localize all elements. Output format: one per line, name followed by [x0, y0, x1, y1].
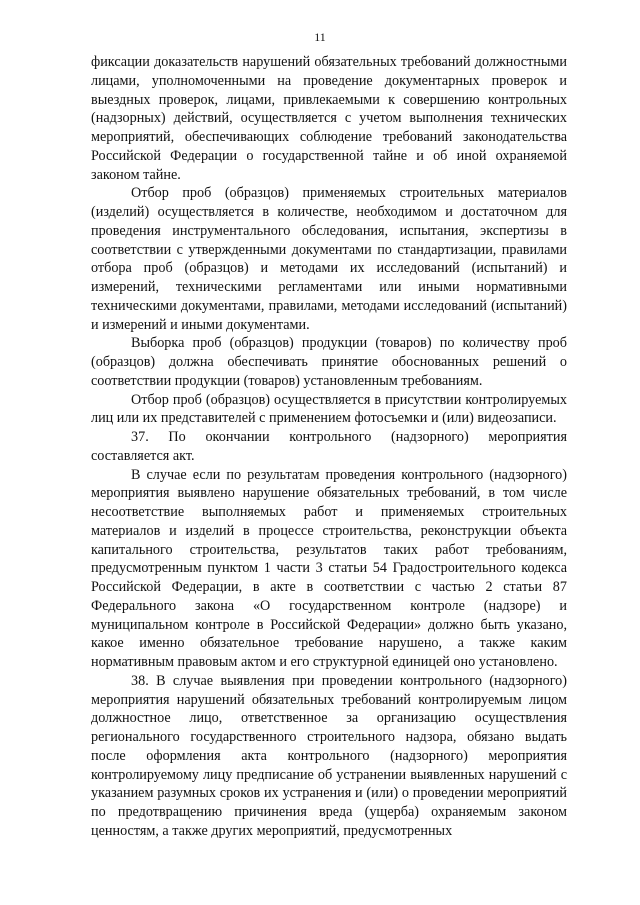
paragraph-3: Выборка проб (образцов) продукции (товаров) по количеству проб (образцов) должна обеспечивать принятие обоснованных решений о соответствии продукции (товаров) установленным требованиям.	[91, 335, 567, 389]
paragraph-2: Отбор проб (образцов) применяемых строительных материалов (изделий) осуществляется в количестве, необходимом и достаточном для проведения инструментального обследования, испытания, экспертизы в соответствии с утвержденными документами по стандартизации, правилами отбора проб (образцов) и методами их исследований (испытаний) и измерений, техническими регламентами или иными нормативными техническими документами, правилами, методами исследований (испытаний) и измерений и иными документами.	[91, 185, 567, 333]
paragraph-5: 37. По окончании контрольного (надзорного) мероприятия составляется акт.	[91, 429, 567, 464]
paragraph-7: 38. В случае выявления при проведении контрольного (надзорного) мероприятия нарушений обязательных требований контролируемым лицом должностное лицо, ответственное за организацию осуществления регионального государственного строительного надзора, обязано выдать после оформления акта контрольного (надзорного) мероприятия контролируемому лицу предписание об устранении выявленных нарушений с указанием разумных сроков их устранения и (или) о проведении мероприятий по предотвращению причинения вреда (ущерба) охраняемым законом ценностям, а также других мероприятий, предусмотренных	[91, 672, 567, 839]
paragraph-4: Отбор проб (образцов) осуществляется в присутствии контролируемых лиц или их представителей с применением фотосъемки и (или) видеозаписи.	[91, 391, 567, 427]
paragraph-6: В случае если по результатам проведения контрольного (надзорного) мероприятия выявлено нарушение обязательных требований, в том числе несоответствие выполняемых работ и применяемых строительных материалов и изделий в процессе строительства, реконструкции объекта капитального строительства, результатов таких работ требованиям, предусмотренным пунктом 1 части 3 статьи 54 Градостроительного кодекса Российской Федерации, в акте в соответствии с частью 2 статьи 87 Федерального закона «О государственном контроле (надзоре) и муниципальном контроле в Российской Федерации» должно быть указано, какое именно обязательное требование нарушено, а также каким нормативным правовым актом и его структурной единицей оно установлено.	[91, 466, 567, 670]
document-body	[91, 53, 567, 841]
page-number: 11	[314, 30, 326, 44]
paragraph-1: фиксации доказательств нарушений обязательных требований должностными лицами, уполномоченными на проведение документарных проверок и выездных проверок, лицами, привлекаемыми к совершению контрольных (надзорных) действий, осуществляется с учетом выполнения технических мероприятий, обеспечивающих соблюдение требований законодательства Российской Федерации о государственной тайне и об иной охраняемой законом тайне.	[91, 54, 567, 183]
